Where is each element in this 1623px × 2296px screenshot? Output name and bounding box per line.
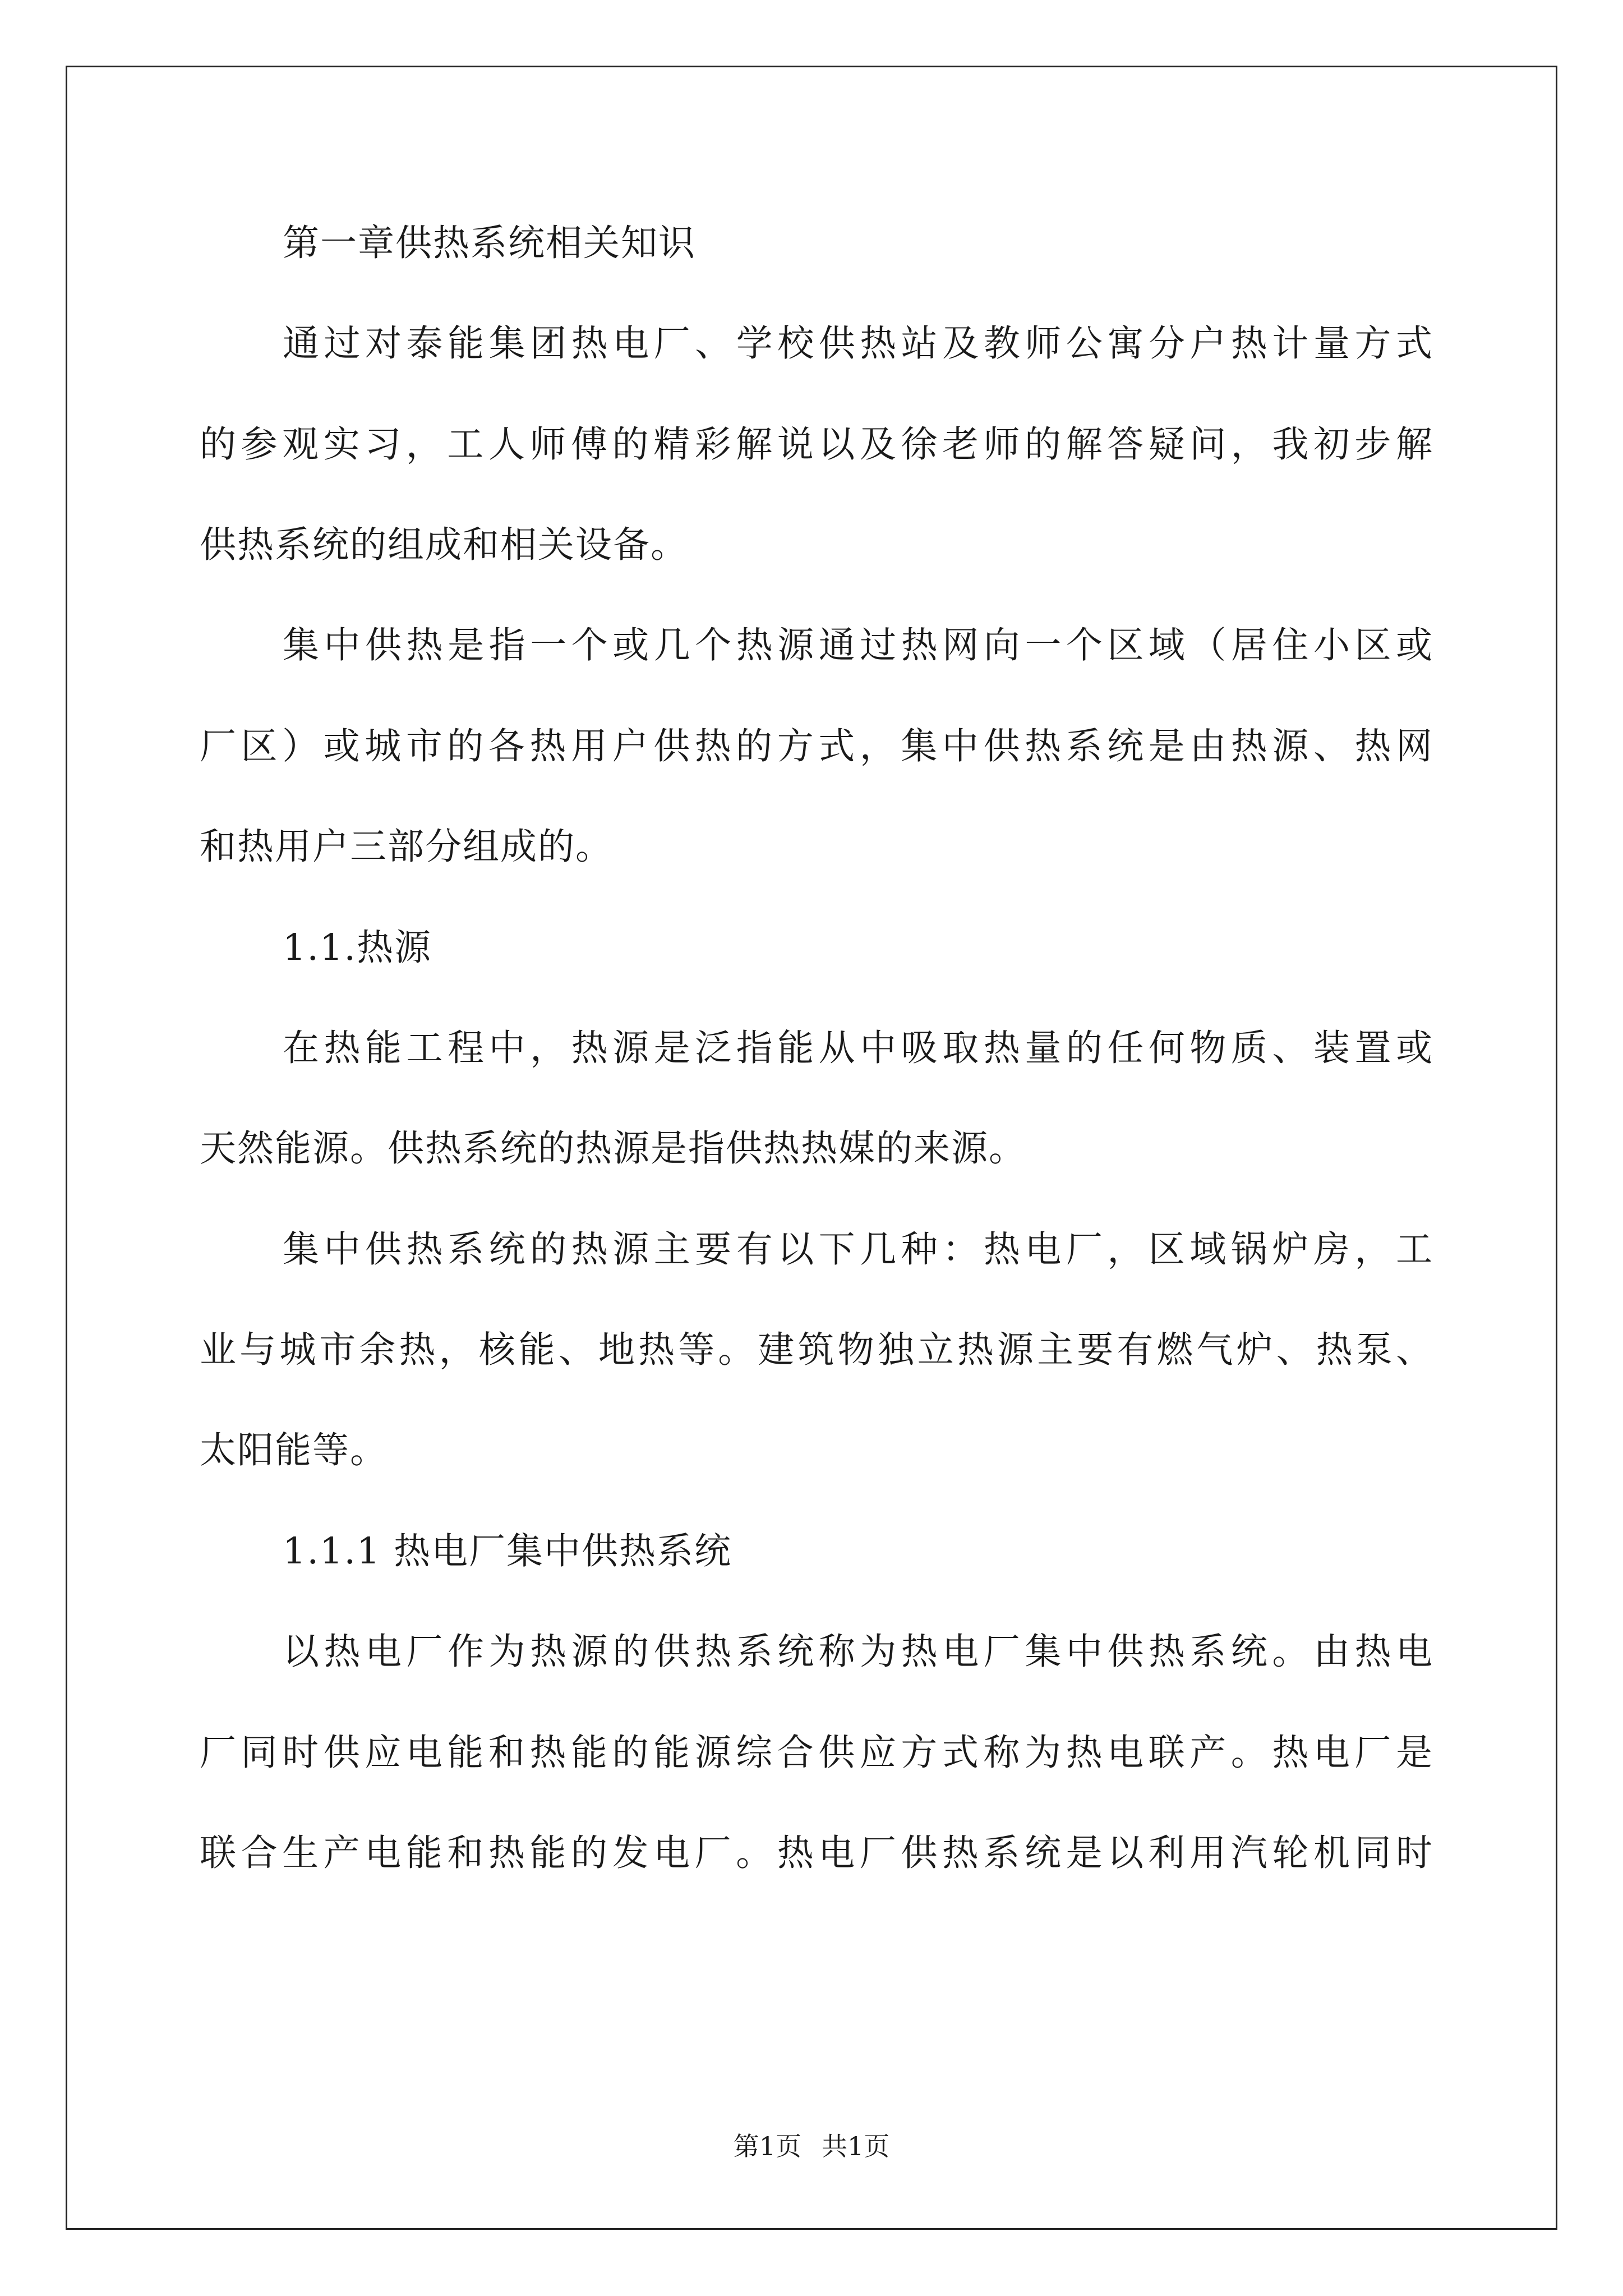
paragraph-line: 在热能工程中，热源是泛指能从中吸取热量的任何物质、装置或 <box>283 1027 1433 1069</box>
paragraph-line: 天然能源。供热系统的热源是指供热热媒的来源。 <box>200 1128 1027 1170</box>
paragraph-line: 以热电厂作为热源的供热系统称为热电厂集中供热系统。由热电 <box>283 1631 1433 1673</box>
paragraph-line: 通过对泰能集团热电厂、学校供热站及教师公寓分户热计量方式 <box>283 323 1433 365</box>
subsection-heading: 1.1.1 热电厂集中供热系统 <box>283 1530 732 1572</box>
page-footer <box>0 2129 1623 2163</box>
section-heading: 1.1.热源 <box>283 927 432 969</box>
paragraph-line: 联合生产电能和热能的发电厂。热电厂供热系统是以利用汽轮机同时 <box>200 1832 1433 1874</box>
paragraph-line: 业与城市余热，核能、地热等。建筑物独立热源主要有燃气炉、热泵、 <box>200 1329 1433 1371</box>
paragraph-line: 厂同时供应电能和热能的能源综合供应方式称为热电联产。热电厂是 <box>200 1732 1433 1774</box>
paragraph-line: 的参观实习，工人师傅的精彩解说以及徐老师的解答疑问，我初步解 <box>200 424 1433 466</box>
paragraph-line: 太阳能等。 <box>200 1429 388 1471</box>
paragraph-line: 厂区）或城市的各热用户供热的方式，集中供热系统是由热源、热网 <box>200 725 1433 767</box>
paragraph-line: 和热用户三部分组成的。 <box>200 826 614 868</box>
page-total: 共1页 <box>822 2131 890 2161</box>
paragraph-line: 集中供热系统的热源主要有以下几种：热电厂，区域锅炉房，工 <box>283 1228 1433 1271</box>
chapter-heading: 第一章供热系统相关知识 <box>283 222 697 264</box>
page-number: 第1页 <box>733 2131 801 2161</box>
paragraph-line: 供热系统的组成和相关设备。 <box>200 524 689 566</box>
paragraph-line: 集中供热是指一个或几个热源通过热网向一个区域（居住小区或 <box>283 624 1433 666</box>
